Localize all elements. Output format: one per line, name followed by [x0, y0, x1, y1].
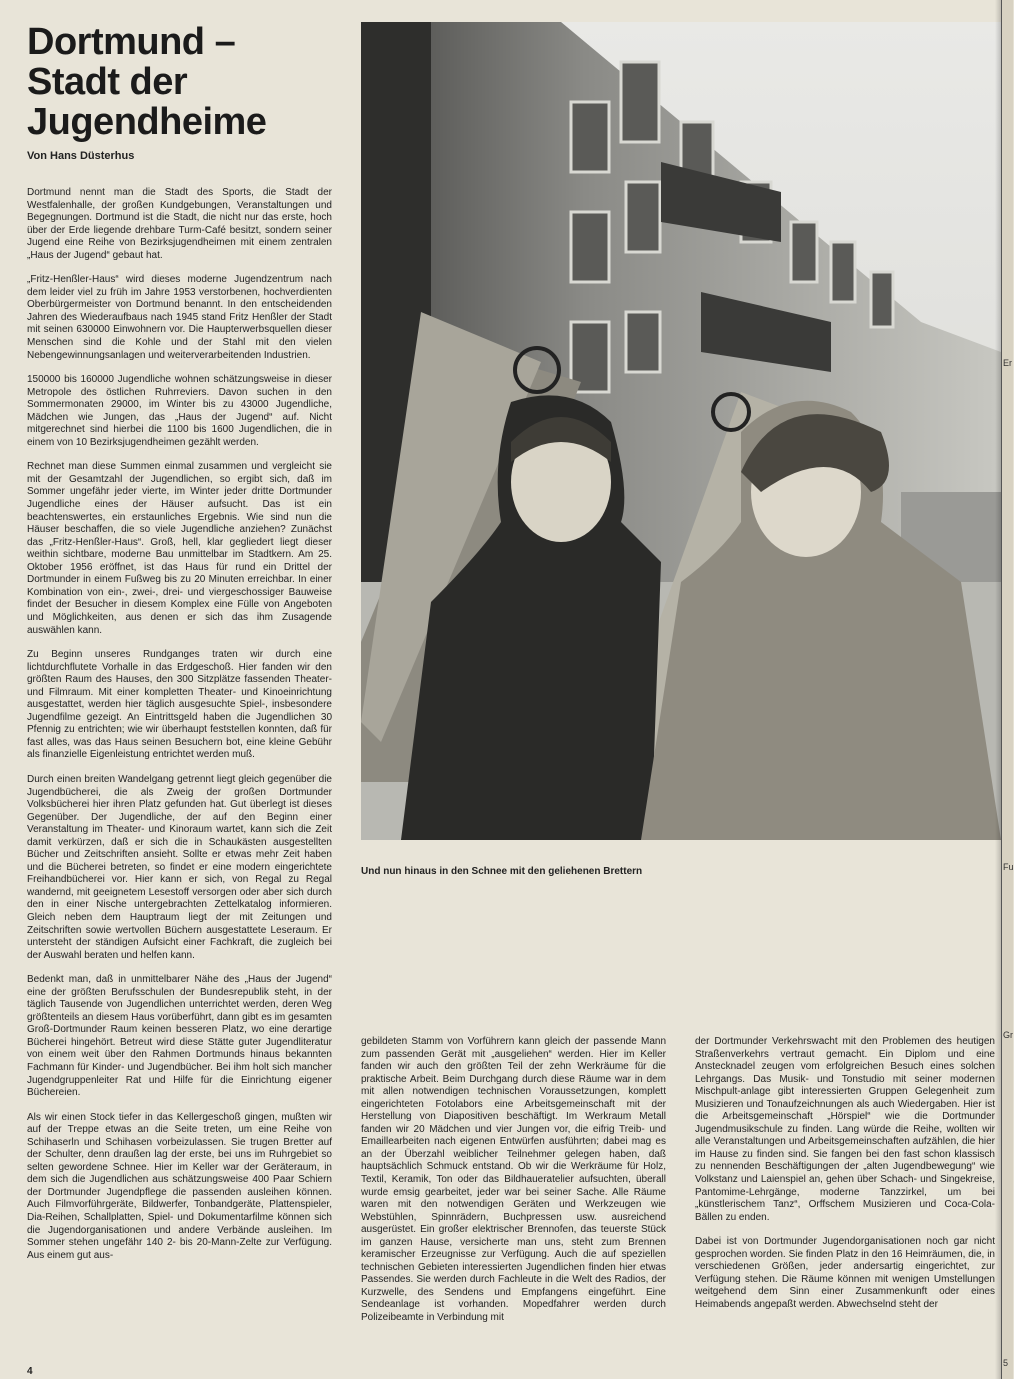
paragraph: Durch einen breiten Wandelgang getrennt liegt gleich gegenüber die Jugendbücherei, die als Zweig der großen Dortmunder Volksbücherei hier ihren Platz gefunden hat. Gut überlegt ist dieses Gegenüber. Der Jugendliche, der auf den Beginn einer Veranstaltung im Theater- und Kinoraum wartet, kann sich die Zeit damit verkürzen, daß er sich die in Schaukästen ausgestellten Bücher und Zeitschriften ansieht. Sollte er etwas mehr Zeit haben und die Bücherei betreten, so findet er eine modern eingerichtete Freihandbücherei vor. Hier kann er sich, von Regal zu Regal wandernd, mit geeignetem Lesestoff versorgen oder aber sich durch den in einer Nische untergebrachten Zettelkatalog informieren. Gleich neben dem Hauptraum liegt der mit Zeitungen und Zeitschriften sowie wertvollen Büchern ausgestattete Leseraum. Er untersteht der ständigen Aufsicht einer Fachkraft, die zugleich bei der Auswahl beraten und helfen kann. [27, 773, 332, 961]
paragraph: der Dortmunder Verkehrswacht mit den Problemen des heutigen Straßenverkehrs vertraut gemacht. Ein Diplom und eine Anstecknadel zeugen vom erfolgreichen Besuch eines solchen Lehrgangs. Das Musik- und Tonstudio mit seiner modernen Mischpult-anlage gibt interessierten Gruppen Gelegenheit zum Musizieren und Tonaufzeichnungen als auch Wiedergaben. Hier ist die Arbeitsgemeinschaft „Hörspiel“ wie die Dortmunder Jugendmusikschule zu finden. Lang würde die Reihe, wollten wir alle Veranstaltungen und Arbeitsgemeinschaften aufzählen, die hier im Hause zu finden sind. Sie fangen bei den fast schon klassisch zu nennenden Beschäftigungen der „alten Jugendbewegung“ wie Volkstanz und Laienspiel an, gehen über Schach- und Singekreise, Pantomime-Lehrgänge, moderne Tanzzirkel, um bei „künstlerischem Tanz“, Orffschem Musizieren und Coca-Cola-Bällen zu enden. [695, 1036, 995, 1223]
text-column-3 [695, 1036, 995, 1366]
text-column-1 [27, 187, 332, 1274]
title-line-3: Jugendheime [27, 101, 267, 143]
title-line-1: Dortmund – [27, 21, 236, 63]
photo-illustration [361, 22, 1001, 840]
edge-fragment: Gr [1003, 1030, 1013, 1040]
paragraph: Rechnet man diese Summen einmal zusammen und vergleicht sie mit der Gesamtzahl der Jugendlichen, so ergibt sich, daß im Sommer ungefähr jeder vierte, im Winter jeder dritte Dortmunder Jugendliche eines der Häuser aufsucht. Das ist ein beachtenswertes, ein erstaunliches Ergebnis. Wie sind nun die Häuser beschaffen, die so viele Jugendliche anziehen? Zunächst das „Fritz-Henßler-Haus“. Groß, hell, klar gegliedert liegt dieser weithin sichtbare, moderne Bau unmittelbar im Stadtkern. Am 25. Oktober 1956 eröffnet, ist das Haus für rund ein Drittel der Dortmunder in einem Fußweg bis zu 20 Minuten erreichbar. In einer Kombination von ein-, zwei-, drei- und viergeschossiger Bauweise findet der Besucher in diesem Komplex eine Fülle von Angeboten und Möglichkeiten, aus denen er sich das ihm Zusagende auswählen kann. [27, 461, 332, 636]
edge-fragment: Fu [1003, 862, 1014, 872]
photo-caption: Und nun hinaus in den Schnee mit den geliehenen Brettern [361, 866, 643, 877]
title-line-2: Stadt der [27, 61, 188, 103]
paragraph: Dabei ist von Dortmunder Jugendorganisationen noch gar nicht gesprochen worden. Sie finden Platz in den 16 Heimräumen, die, in verschiedenen Größen, jeder andersartig eingerichtet, zur Verfügung stehen. Die Räume können mit wenigen Umstellungen weitgehend dem Sinn einer Zusammenkunft oder eines Heimabends angepaßt werden. Abwechselnd steht der [695, 1236, 995, 1310]
paragraph: gebildeten Stamm von Vorführern kann gleich der passende Mann zum passenden Gerät mit „ausgeliehen“ werden. Hier im Keller fanden wir auch den größten Teil der zehn Werkräume für die praktische Arbeit. Beim Durchgang durch diese Räume war in dem mit allen notwendigen technischen Voraussetzungen, komplett eingerichteten Fotolabors eine Arbeitsgemeinschaft mit der Herstellung von Diapositiven beschäftigt. Im Werkraum Metall fanden wir 20 Mädchen und vier Jungen vor, die eifrig Treib- und Emaillearbeiten nach eigenen Entwürfen ausführten; dabei mag es an der Überzahl weiblicher Teilnehmer gelegen haben, daß hauptsächlich Schmuck entstand. Ob wir die Werkräume für Holz, Textil, Keramik, Ton oder das Bildhaueratelier aufsuchten, überall wurde emsig gearbeitet, jeder war bei seiner Sache. Alle Räume waren mit den notwendigen Geräten und Werkzeugen wie Webstühlen, Spinnrädern, Buchpressen usw. ausreichend ausgerüstet. Ein großer elektrischer Brennofen, das teuerste Stück im ganzen Hause, versicherte man uns, steht zum Brennen keramischer Erzeugnisse zur Verfügung. Auch die auf speziellen technischen Gebieten interessierten Jugendlichen finden hier etwas Passendes. Sie werden durch Fachleute in die Welt des Radios, der Kurzwelle, des Sendens und Empfangens eingeführt. Eine Sendeanlage ist vorhanden. Mopedfahrer werden durch Polizeibeamte in Verbindung mit [361, 1036, 666, 1324]
edge-fragment: Er [1003, 358, 1012, 368]
text-column-2 [361, 1036, 666, 1337]
adjacent-page-edge [1001, 0, 1013, 1379]
article-title [27, 22, 347, 142]
paragraph: Als wir einen Stock tiefer in das Kellergeschoß gingen, mußten wir auf der Treppe etwas an die Seite treten, um eine Reihe von Schihaserln und Schihasen vorbeizulassen. Sie trugen Bretter auf der Schulter, denn draußen lag der erste, bei uns im Ruhrgebiet so selten gewordene Schnee. Hier im Keller war der Geräteraum, in dem sich die Jugendlichen aus schätzungsweise 400 Paar Schiern der Dortmunder Jugendpflege die passenden ausleihen können. Auch Filmvorführgeräte, Bildwerfer, Tonbandgeräte, Plattenspieler, Dia-Reihen, Schallplatten, Spiel- und Dokumentarfilme können sich die Jugendorganisationen und andere Verbände ausleihen. Im Sommer stehen ungefähr 140 2- bis 20-Mann-Zelte zur Verfügung. Aus einem gut aus- [27, 1111, 332, 1261]
paragraph: Dortmund nennt man die Stadt des Sports, die Stadt der Westfalenhalle, der großen Kundgebungen, Veranstaltungen und Begegnungen. Dortmund ist die Stadt, die nicht nur das erste, hoch über der Erde liegende drehbare Turm-Café besitzt, sondern seiner Jugend eine Reihe von Bezirksjugendheimen mit einem zentralen „Haus der Jugend“ gebaut hat. [27, 187, 332, 261]
edge-fragment: 5 [1003, 1358, 1009, 1368]
page-number: 4 [27, 1366, 33, 1377]
paragraph: Zu Beginn unseres Rundganges traten wir durch eine lichtdurchflutete Vorhalle in das Erdgeschoß. Hier fanden wir den größten Raum des Hauses, den 300 Sitzplätze fassenden Theater- und Filmraum. Mit einer kompletten Theater- und Kinoeinrichtung ausgestattet, werden hier täglich ausgesuchte Spiel-, insbesondere Jugendfilme gezeigt. An Eintrittsgeld haben die Jugendlichen 30 Pfennig zu entrichten; wie wir überhaupt feststellen konnten, daß für fast alles, was das Haus seinen Besuchern bot, eine kleine Gebühr als finanzielle Eigenleistung entrichtet werden muß. [27, 649, 332, 761]
byline: Von Hans Düsterhus [27, 150, 135, 162]
paragraph: 150000 bis 160000 Jugendliche wohnen schätzungsweise in dieser Metropole des östlichen Ruhrreviers. Davon suchen in den Sommermonaten 29000, im Winter bis zu 43000 Jugendliche, Mädchen wie Jungen, das „Haus der Jugend“ auf. Nicht mitgerechnet sind hierbei die 1100 bis 1600 Jugendlichen, die in einem von 10 Bezirksjugendheimen gezählt werden. [27, 374, 332, 448]
paragraph: Bedenkt man, daß in unmittelbarer Nähe des „Haus der Jugend“ eine der größten Berufsschulen der Bundesrepublik steht, in der täglich Tausende von Jugendlichen unterrichtet werden, deren Weg größtenteils an diesem Haus vorüberführt, dann gibt es im gesamten Groß-Dortmunder Raum keinen besseren Platz, wo eine derartige Bücherei hingehört. Betreut wird diese Stätte guter Jugendliteratur von einem weit über den Rahmen Dortmunds hinaus bekannten Fachmann für Kinder- und Jugendbücher. Bei ihm holt sich mancher Jugendgruppenleiter Rat und Hilfe für die Einrichtung eigener Büchereien. [27, 974, 332, 1099]
photo-two-girls-with-skis [361, 22, 1001, 840]
paragraph: „Fritz-Henßler-Haus“ wird dieses moderne Jugendzentrum nach dem leider viel zu früh im Jahre 1953 verstorbenen, hochverdienten Oberbürgermeister von Dortmund benannt. In den entscheidenden Jahren des Wiederaufbaus nach 1945 stand Fritz Henßler der Stadt mit seinen 630000 Einwohnern vor. Die Haupterwerbsquellen dieser Menschen sind die Kohle und der Stahl mit den vielen Nebengewinnungsanlagen und weiterverarbeitenden Industrien. [27, 274, 332, 361]
